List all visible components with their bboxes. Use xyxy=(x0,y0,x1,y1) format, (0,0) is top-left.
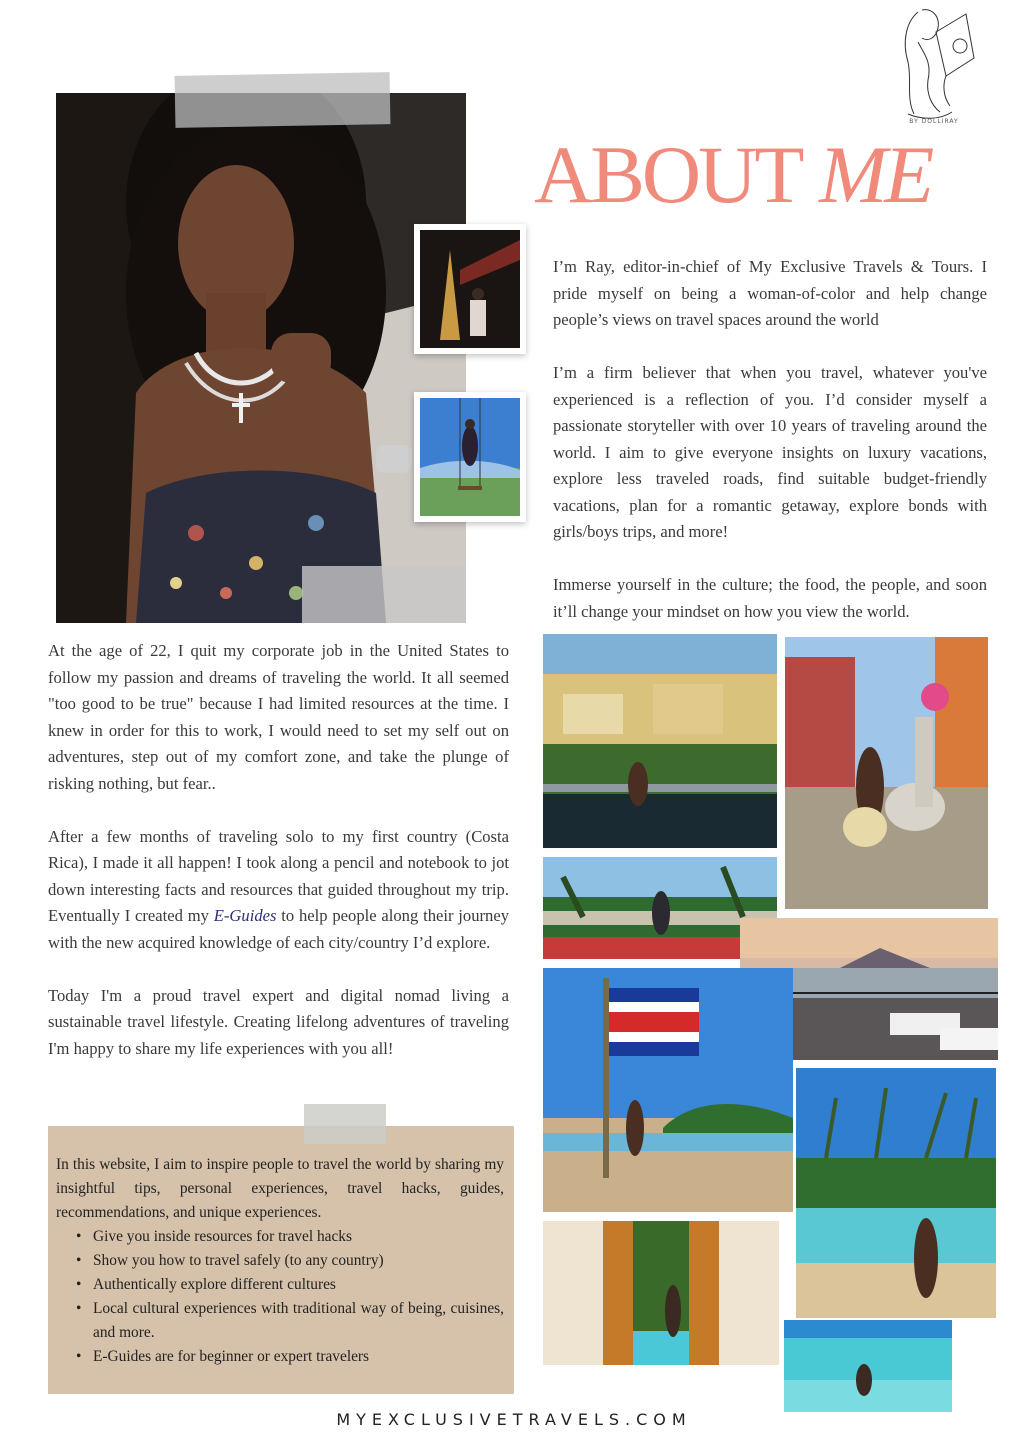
intro-text xyxy=(553,254,987,625)
info-box xyxy=(48,1126,514,1394)
e-guides-link[interactable]: E-Guides xyxy=(213,906,277,925)
portrait-photo xyxy=(56,93,466,623)
title-accent: ME xyxy=(818,129,932,220)
intro-paragraph-2: I’m a firm believer that when you travel, whatever you've experienced is a reflection of you. I’d consider myself a passionate storyteller with over 10 years of traveling around the world. I aim to give everyone insights on luxury vacations, explore less traveled roads, find suitable budget-friendly vacations, plan for a romantic getaway, explore bonds with girls/boys trips, and more! xyxy=(553,363,987,541)
story-p2-end: to help people along their journey with the new acquired knowledge of each city/country I’d explore. xyxy=(48,906,509,952)
costa-rica-flag-photo xyxy=(543,968,793,1212)
swing-photo xyxy=(414,392,526,522)
intro-paragraph-3: Immerse yourself in the culture; the food, the people, and soon it’ll change your mindset on how you view the world. xyxy=(553,575,987,621)
title-main: ABOUT xyxy=(534,129,802,220)
list-item: • E-Guides are for beginner or expert travelers xyxy=(70,1345,504,1369)
story-text xyxy=(48,638,509,1062)
list-item: • Show you how to travel safely (to any country) xyxy=(70,1249,504,1273)
resort-pool-photo xyxy=(543,634,777,848)
logo-caption: BY DOLLIRAY xyxy=(909,118,959,125)
tape-strip xyxy=(304,1104,386,1144)
page-title xyxy=(534,129,932,220)
story-paragraph-3: Today I'm a proud travel expert and digital nomad living a sustainable travel lifestyle. Creating lifelong adventures of traveling I'm happy to share my life experiences with you all! xyxy=(48,985,509,1058)
list-item: • Give you inside resources for travel hacks xyxy=(70,1225,504,1249)
turquoise-water-photo xyxy=(784,1320,952,1412)
eiffel-photo xyxy=(414,224,526,354)
info-box-list xyxy=(70,1225,504,1369)
tape-strip xyxy=(175,72,391,128)
story-p2-start: After a few months of traveling solo to my first country (Costa Rica), I made it all happen! I took along a pencil and notebook to jot down interesting facts and resources that guided throughout my trip. Eventually I created my xyxy=(48,826,509,925)
donkey-street-photo xyxy=(785,637,988,909)
villa-window-photo xyxy=(543,1221,779,1365)
list-item: • Local cultural experiences with traditional way of being, cuisines, and more. xyxy=(70,1297,504,1345)
palm-beach-photo xyxy=(796,1068,996,1318)
tape-strip xyxy=(302,566,466,623)
story-paragraph-2 xyxy=(48,824,509,957)
list-item: • Authentically explore different cultures xyxy=(70,1273,504,1297)
footer-website[interactable]: MYEXCLUSIVETRAVELS.COM xyxy=(336,1410,692,1429)
intro-paragraph-1: I’m Ray, editor-in-chief of My Exclusive Travels & Tours. I pride myself on being a woman-of-color and help change people’s views on travel spaces around the world xyxy=(553,257,987,329)
story-paragraph-1: At the age of 22, I quit my corporate job in the United States to follow my passion and dreams of traveling the world. It all seemed "too good to be true" because I had limited resources at the time. I knew in order for this to work, I would need to set my self out on adventures, step out of my comfort zone, and take the plunge of risking nothing, but fear.. xyxy=(48,641,509,793)
info-box-intro: In this website, I aim to inspire people to travel the world by sharing my insightful tips, personal experiences, travel hacks, guides, recommendations, and unique experiences. xyxy=(56,1156,504,1221)
brand-logo xyxy=(888,2,980,130)
